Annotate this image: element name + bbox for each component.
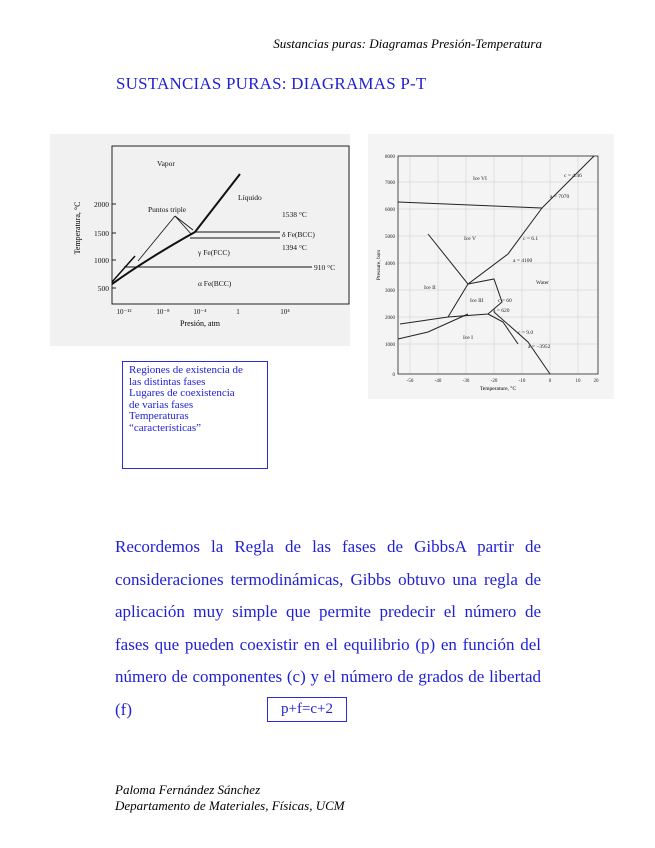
x-tick-label: -10 [518,379,526,384]
label-gamma-fe: γ Fe(FCC) [198,248,230,257]
label-liquido: Líquido [238,193,262,202]
water-phase-diagram [368,134,614,399]
y-tick-label: 2000 [385,316,395,321]
y-tick-label: 3000 [385,289,395,294]
y-axis-label: Temperatura, °C [73,201,82,255]
label-ice-iii: Ice III [470,298,484,304]
label-ice-i: Ice I [463,335,473,341]
label-alpha-fe: α Fe(BCC) [198,279,232,288]
water-plot-frame [398,156,598,374]
iron-phase-diagram-svg [50,134,350,346]
y-tick-label: 1500 [94,229,109,238]
label-vapor: Vapor [157,159,175,168]
boundary-ice-v [428,208,542,284]
x-axis-label: Temperature, °C [479,386,517,392]
iron-phase-diagram [50,134,350,346]
x-tick-label: 10⁻⁸ [156,308,170,316]
x-tick-label: 10 [575,379,581,384]
y-tick-label: 8000 [385,155,395,160]
x-tick-label: 20 [593,379,599,384]
boundary-ice-i-ii [398,314,468,339]
label-a620: a = 620 [493,308,510,314]
footer-department: Departamento de Materiales, Físicas, UCM [115,798,345,813]
label-delta-fe: δ Fe(BCC) [282,230,315,239]
x-tick-label: 10⁴ [280,308,290,316]
label-ice-v: Ice V [464,236,476,242]
y-tick-label: 5000 [385,235,395,240]
label-a3952: a = −3952 [528,344,551,350]
x-axis-label: Presión, atm [180,319,220,328]
label-c90: c = 9.0 [518,330,534,336]
label-c60: c = 60 [498,298,512,304]
x-tick-label: -50 [406,379,414,384]
page-title: SUSTANCIAS PURAS: DIAGRAMAS P-T [116,74,427,93]
y-tick-label: 0 [392,373,395,378]
footer-author: Paloma Fernández Sánchez [115,782,261,797]
x-tick-label: -30 [462,379,470,384]
notes-line: Regiones de existencia de [129,364,243,376]
label-910: 910 °C [314,263,336,272]
y-tick-label: 2000 [94,200,109,209]
label-c446: c = 4.46 [564,173,582,179]
footer [115,782,345,814]
x-tick-label: -20 [490,379,498,384]
water-phase-diagram-svg [368,134,614,399]
label-puntos-triple: Puntos triple [148,205,187,214]
notes-line: Temperaturas [129,410,189,423]
notes-box [122,361,268,469]
y-tick-label: 1000 [385,343,395,348]
notes-line: Lugares de coexistencia [129,387,235,400]
label-ice-ii: Ice II [424,285,436,291]
notes-line: las distintas fases [129,375,206,388]
label-water: Water [536,280,549,286]
label-1394: 1394 °C [282,243,307,252]
y-tick-label: 500 [97,284,109,293]
gibbs-paragraph: Recordemos la Regla de las fases de GibbsA partir de consideraciones termodinámicas, Gibbs obtuvo una regla de aplicación muy simple que permite predecir el número de fases que pueden coexistir en el equilibrio (p) en función del número de componentes (c) y el número de grados de libertad (f) [115,537,541,719]
notes-line: de varias fases [129,398,194,411]
y-tick-label: 6000 [385,208,395,213]
y-tick-label: 4000 [385,262,395,267]
notes-line: “características” [129,421,202,434]
running-header: Sustancias puras: Diagramas Presión-Temperatura [273,36,542,51]
y-axis-label: Pressure, bars [376,249,382,281]
x-tick-label: 0 [548,379,552,384]
label-1538: 1538 °C [282,210,307,219]
y-tick-label: 1000 [94,256,109,265]
x-tick-label: 1 [236,308,240,316]
x-tick-label: 10⁻⁴ [193,308,207,316]
label-ice-vi: Ice VI [473,176,487,182]
label-a4100: a = 4100 [513,258,533,264]
x-tick-label: -40 [434,379,442,384]
gibbs-formula-box: p+f=c+2 [267,697,347,722]
label-a7070: a = 7070 [550,194,570,200]
x-tick-label: 10⁻¹² [116,308,132,316]
label-c61: c = 6.1 [523,236,539,242]
boundary-ice-ii [448,284,468,317]
y-tick-label: 7000 [385,181,395,186]
